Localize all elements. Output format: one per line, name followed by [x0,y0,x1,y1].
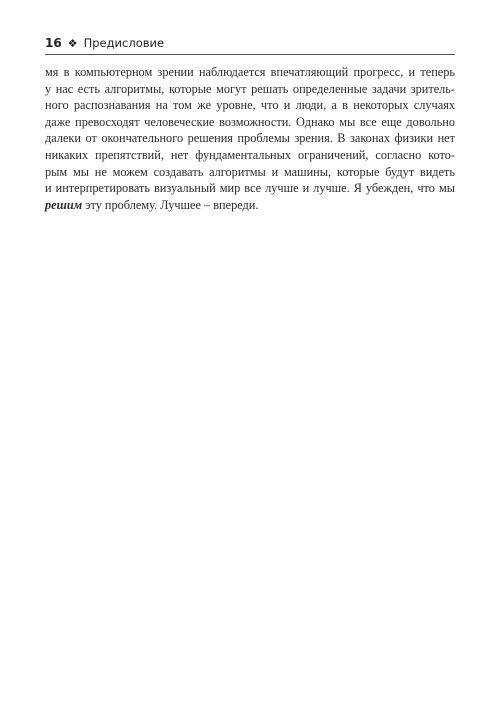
section-title: Предисловие [83,36,165,50]
final-sentence: эту проблему. Лучшее – впереди. [82,197,259,212]
header-divider [45,54,455,55]
ornament-icon: ❖ [67,36,78,50]
text-line: мя в компьютерном зрении наблюдается впечатляющий прогресс, и теперь [45,65,455,79]
text-line: у нас есть алгоритмы, которые могут решать определенные задачи зритель- [45,81,455,96]
body-paragraph [45,64,455,213]
text-line: ного распознавания на том же уровне, что и люди, а в некоторых случаях [45,98,455,113]
running-head [45,35,455,51]
text-line-final [45,197,455,214]
text-line: никаких препятствий, нет фундаментальных ограничений, согласно кото- [45,147,455,162]
text-line: рым мы не можем создавать алгоритмы и машины, которые будут видеть [45,164,455,179]
page-number: 16 [45,36,62,50]
emphasized-word: решим [45,197,83,212]
text-line: далеки от окончательного решения проблемы зрения. В законах физики нет [45,131,455,146]
text-line: и интерпретировать визуальный мир все лучше и лучше. Я убежден, что мы [45,181,455,196]
text-line: даже превосходят человеческие возможности. Однако мы все еще довольно [45,114,455,129]
